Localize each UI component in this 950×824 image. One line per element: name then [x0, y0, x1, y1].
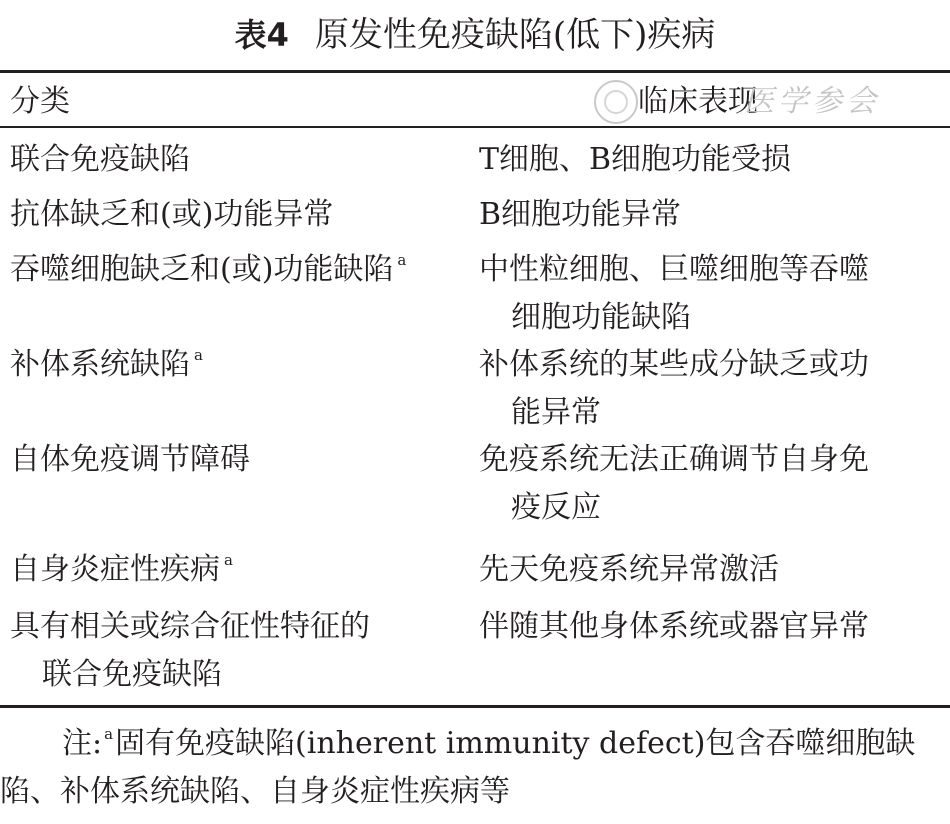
header-rule: [0, 126, 950, 128]
footnote-mark: a: [194, 346, 203, 364]
manifestation-cell-line: 细胞功能缺陷: [511, 300, 691, 335]
category-text: 联合免疫缺陷: [10, 142, 190, 177]
manifestation-cell-line: B细胞功能异常: [479, 197, 682, 232]
manifestation-cell-line: T细胞、B细胞功能受损: [479, 142, 792, 177]
category-text: 抗体缺乏和(或)功能异常: [10, 197, 334, 232]
category-cell-line: [10, 193, 333, 237]
watermark-text: 医学参会: [744, 84, 880, 119]
note-mark: a: [104, 725, 114, 743]
table-title-text: 原发性免疫缺陷(低下)疾病: [314, 15, 716, 55]
manifestation-cell-line: 疫反应: [511, 490, 601, 525]
table-note: [0, 722, 950, 766]
category-cell-line: [10, 548, 233, 592]
header-category: 分类: [10, 84, 70, 119]
manifestation-cell-line: 能异常: [511, 395, 601, 430]
footnote-mark: a: [397, 251, 407, 269]
category-cell-line: [10, 138, 190, 182]
category-text: 自身炎症性疾病: [10, 552, 220, 587]
category-cell-line: [10, 248, 406, 292]
category-text: 自体免疫调节障碍: [10, 442, 250, 477]
manifestation-cell-line: 先天免疫系统异常激活: [479, 552, 779, 587]
top-rule: [0, 70, 950, 73]
category-cell-line: [10, 343, 203, 387]
manifestation-cell-line: 补体系统的某些成分缺乏或功: [479, 347, 869, 382]
category-text: 补体系统缺陷: [10, 347, 190, 382]
category-cell-line: [10, 605, 370, 649]
header-manifestation: 临床表现: [638, 84, 758, 119]
manifestation-cell-line: 中性粒细胞、巨噬细胞等吞噬: [479, 252, 869, 287]
category-text: 联合免疫缺陷: [42, 657, 222, 692]
table-title: [0, 10, 950, 60]
watermark-seal-icon: [594, 80, 638, 124]
manifestation-cell-line: 免疫系统无法正确调节自身免: [479, 442, 869, 477]
category-text: 具有相关或综合征性特征的: [10, 609, 370, 644]
category-cell-line: [10, 438, 250, 482]
manifestation-cell-line: 伴随其他身体系统或器官异常: [479, 609, 869, 644]
note-line-1: 固有免疫缺陷(inherent immunity defect)包含吞噬细胞缺: [115, 726, 916, 761]
table-number: 表4: [234, 16, 289, 54]
category-cell-line: [10, 653, 222, 697]
note-line-2: 陷、补体系统缺陷、自身炎症性疾病等: [0, 774, 510, 809]
bottom-rule: [0, 705, 950, 708]
note-prefix: 注:: [62, 726, 103, 761]
footnote-mark: a: [224, 551, 233, 569]
category-text: 吞噬细胞缺乏和(或)功能缺陷: [10, 252, 394, 287]
